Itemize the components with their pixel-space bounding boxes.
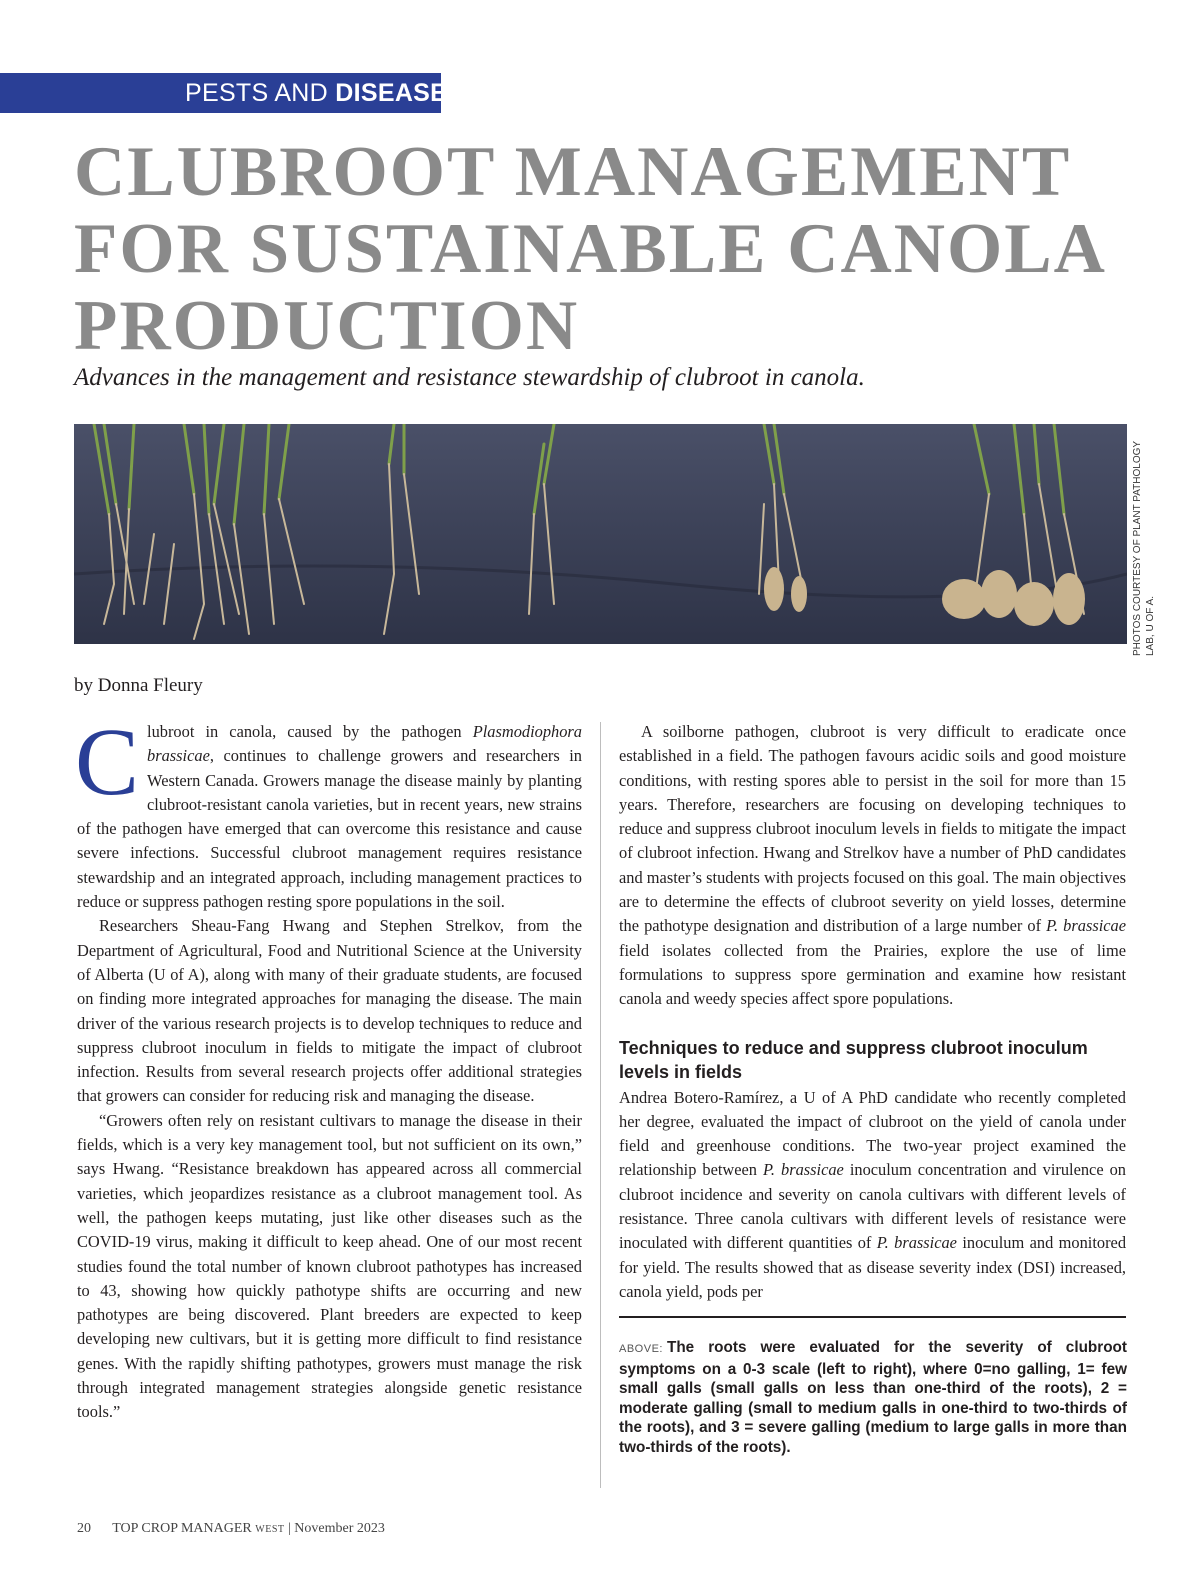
deck-subtitle: Advances in the management and resistance stewardship of clubroot in canola. xyxy=(74,364,865,391)
text-run: Andrea Botero-Ramírez, a U of A PhD candidate who recently completed her degree, evaluated the impact of clubroot on the yield of canola under field and greenhouse conditions. The two-year project examined the relationship between xyxy=(619,1087,1126,1180)
caption-divider xyxy=(619,1316,1126,1318)
species-name: Plasmodiophora brassicae xyxy=(147,722,582,766)
text-run: A soilborne pathogen, clubroot is very difficult to eradicate once established in a field. The pathogen favours acidic soils and good moisture conditions, with resting spores able to persist in the soil for more than 15 years. Therefore, researchers are focusing on developing techniques to reduce and suppress clubroot inoculum levels in fields to mitigate the impact of clubroot infection. Hwang and Strelkov have a number of PhD candidates and master’s students with projects focused on this goal. The main objectives are to determine the effects of clubroot severity on yield losses, determine the pathotype designation and distribution of a large number of xyxy=(619,722,1126,936)
photo-credit-line-1: PHOTOS COURTESY OF PLANT PATHOLOGY xyxy=(1132,440,1143,656)
clubroot-roots-photo xyxy=(74,424,1127,644)
column-divider xyxy=(600,722,601,1488)
article-column-left xyxy=(75,708,582,1425)
headline-line-2: FOR SUSTAINABLE CANOLA xyxy=(74,210,1107,288)
magazine-edition: WEST xyxy=(255,1524,285,1535)
photo-credit xyxy=(1131,424,1165,656)
caption-text: The roots were evaluated for the severity of clubroot symptoms on a 0-3 scale (left to right), where 0=no galling, 1= few small galls (small galls on less than one-third of the roots), 2 = moderate galling (small to medium galls in one-third to two-thirds of the roots), and 3 = severe galling (medium to large galls in more than two-thirds of the roots). xyxy=(619,1339,1127,1456)
section-tag xyxy=(0,73,448,113)
section-subhead: Techniques to reduce and suppress clubroot inoculum levels in fields xyxy=(619,1037,1088,1082)
text-run: field isolates collected from the Prairies, explore the use of lime formulations to suppress spore germination and examine how resistant canola and weedy species affect spore populations. xyxy=(619,940,1126,1009)
text-run: , continues to challenge growers and researchers in Western Canada. Growers manage the disease mainly by planting clubroot-resistant canola varieties, but in recent years, new strains of the pathogen have emerged that can overcome this resistance and cause severe infections. Successful clubroot management requires resistance stewardship and an integrated approach, including management practices to reduce or suppress pathogen resting spore populations in the soil. xyxy=(77,746,582,912)
page-footer xyxy=(77,1521,385,1537)
text-run: inoculum and monitored for yield. The results showed that as disease severity index (DSI) increased, canola yield, pods per xyxy=(619,1233,1127,1301)
text-run: inoculum concentration and virulence on clubroot incidence and severity on canola cultivars with different levels of resistance. Three canola cultivars with different levels of resistance were inoculated with different quantities of xyxy=(619,1160,1126,1253)
issue-date: November 2023 xyxy=(294,1521,385,1536)
species-name: P. brassicae xyxy=(763,1160,844,1180)
section-tag-prefix: PESTS AND xyxy=(185,79,336,107)
paragraph xyxy=(619,1086,1126,1305)
headline-line-1: CLUBROOT MANAGEMENT xyxy=(74,133,1072,211)
text-run: lubroot in canola, caused by the pathogen xyxy=(147,722,473,741)
page-number: 20 xyxy=(77,1521,91,1536)
headline-line-3: PRODUCTION xyxy=(74,287,580,365)
paragraph: “Growers often rely on resistant cultivars to manage the disease in their fields, which is a very key management tool, but not sufficient on its own,” says Hwang. “Resistance breakdown has appeared across all commercial varieties, which jeopardizes resistance as a clubroot management tool. As well, the pathogen keeps mutating, just like other diseases such as the COVID-19 virus, making it difficult to keep ahead. One of our most recent studies found the total number of known clubroot pathotypes has increased to 43, showing how quickly pathotype shifts are occurring and new pathotypes are being discovered. Plant breeders are expected to keep developing new cultivars, but it is getting more difficult to find resistance genes. With the rapidly shifting pathotypes, growers must manage the risk through integrated management strategies alongside genetic resistance tools.” xyxy=(77,1110,582,1422)
article-column-right xyxy=(619,720,1126,1304)
footer-separator: | xyxy=(287,1521,291,1536)
photo-credit-line-2: LAB, U OF A. xyxy=(1145,595,1156,656)
paragraph xyxy=(619,720,1126,1012)
byline: by Donna Fleury xyxy=(74,675,203,696)
species-name: P. brassicae xyxy=(1046,916,1126,936)
drop-cap: C xyxy=(75,708,140,815)
photo-caption xyxy=(619,1338,1127,1457)
caption-label: ABOVE: xyxy=(619,1343,663,1355)
paragraph xyxy=(75,708,582,914)
species-name: P. brassicae xyxy=(876,1233,957,1253)
section-tag-emphasis: DISEASE xyxy=(335,79,448,107)
magazine-name: TOP CROP MANAGER xyxy=(112,1521,252,1536)
headline xyxy=(74,134,1134,365)
paragraph: Researchers Sheau-Fang Hwang and Stephen Strelkov, from the Department of Agricultural, Food and Nutritional Science at the University of Alberta (U of A), along with many of their graduate students, are focused on finding more integrated approaches for managing the disease. The main driver of the various research projects is to develop techniques to reduce and suppress clubroot inoculum in fields to mitigate the impact of clubroot infection. Results from several research projects offer additional strategies that growers can consider for reducing risk and managing the disease. xyxy=(77,916,582,1106)
